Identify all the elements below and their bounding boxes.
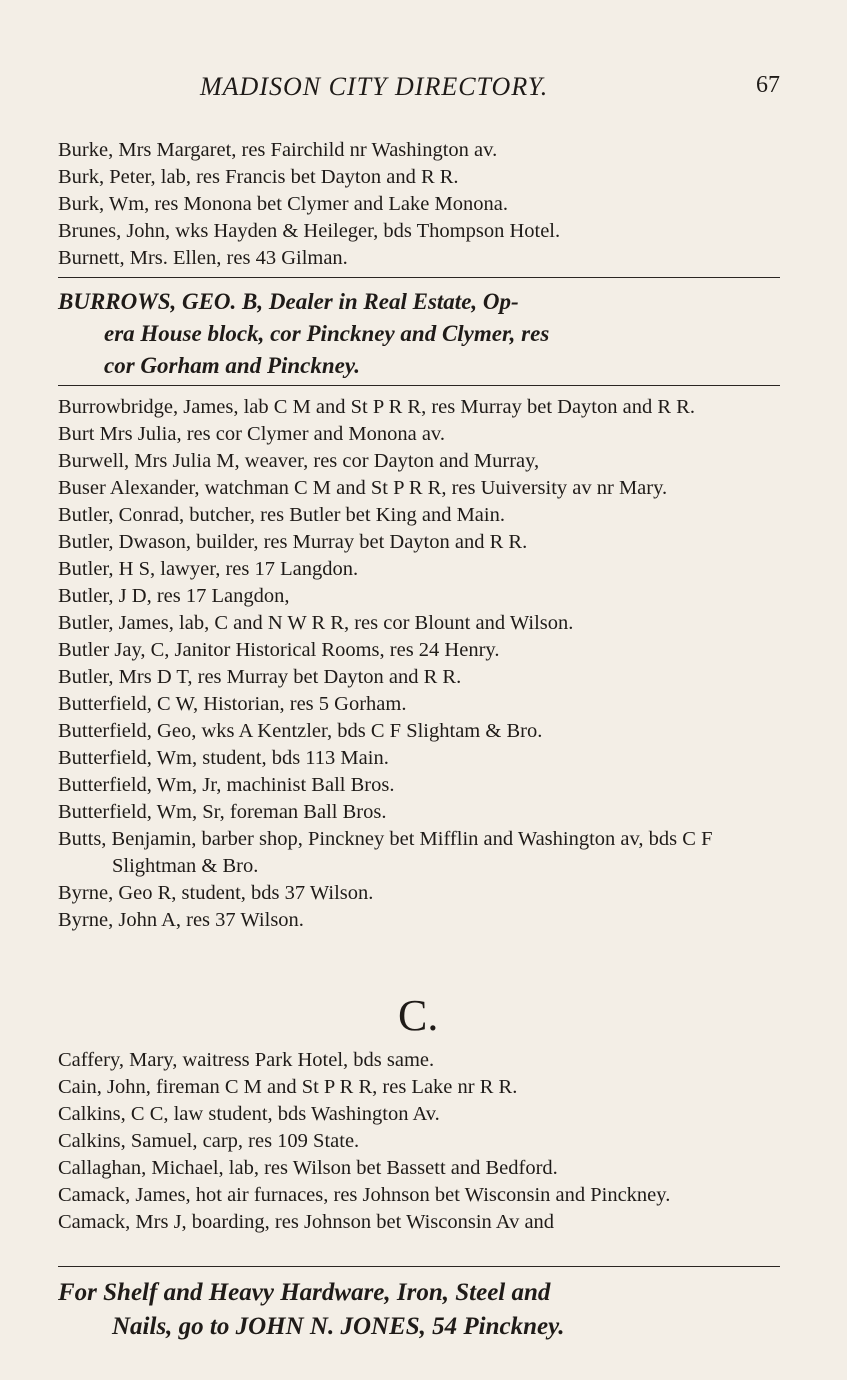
page-number: 67 [756,72,780,98]
list-item: Camack, Mrs J, boarding, res Johnson bet Wisconsin Av and [58,1211,555,1233]
list-item: Brunes, John, wks Hayden & Heileger, bds Thompson Hotel. [58,220,561,242]
list-item: Burk, Peter, lab, res Francis bet Dayton and R R. [58,166,459,188]
list-item: Burwell, Mrs Julia M, weaver, res cor Dayton and Murray, [58,450,540,472]
list-item: Butterfield, Geo, wks A Kentzler, bds C F Slightam & Bro. [58,720,543,742]
list-item: Cain, John, fireman C M and St P R R, res Lake nr R R. [58,1076,518,1098]
list-item: Camack, James, hot air furnaces, res Johnson bet Wisconsin and Pinckney. [58,1184,671,1206]
list-item: Buser Alexander, watchman C M and St P R R, res Uuiversity av nr Mary. [58,477,668,499]
list-item: Byrne, John A, res 37 Wilson. [58,909,304,931]
footer-divider [58,1266,780,1267]
list-item: Burk, Wm, res Monona bet Clymer and Lake Monona. [58,193,508,215]
footer-line: For Shelf and Heavy Hardware, Iron, Steel and [58,1279,551,1306]
list-item: Burke, Mrs Margaret, res Fairchild nr Washington av. [58,139,498,161]
list-item: Butler Jay, C, Janitor Historical Rooms, res 24 Henry. [58,639,500,661]
ad-line: BURROWS, GEO. B, Dealer in Real Estate, Op- [58,289,519,314]
advertisement-burrows [58,286,784,382]
list-item: Butler, H S, lawyer, res 17 Langdon. [58,558,359,580]
list-item: Butler, Dwason, builder, res Murray bet Dayton and R R. [58,531,528,553]
list-item: Butterfield, C W, Historian, res 5 Gorham. [58,693,407,715]
entries-top [58,137,788,272]
ad-line: cor Gorham and Pinckney. [104,353,360,378]
list-item: Calkins, C C, law student, bds Washington Av. [58,1103,440,1125]
list-item: Burrowbridge, James, lab C M and St P R R, res Murray bet Dayton and R R. [58,396,695,418]
list-item: Byrne, Geo R, student, bds 37 Wilson. [58,882,374,904]
footer-advertisement [58,1276,788,1344]
footer-line: Nails, go to JOHN N. JONES, 54 Pinckney. [112,1313,565,1340]
list-item: Butler, Conrad, butcher, res Butler bet King and Main. [58,504,505,526]
list-item: Calkins, Samuel, carp, res 109 State. [58,1130,360,1152]
entries-main [58,394,788,934]
entries-c [58,1047,788,1236]
list-item: Burnett, Mrs. Ellen, res 43 Gilman. [58,247,348,269]
list-item: Butterfield, Wm, Jr, machinist Ball Bros. [58,774,395,796]
list-item: Caffery, Mary, waitress Park Hotel, bds same. [58,1049,435,1071]
list-item: Butler, James, lab, C and N W R R, res cor Blount and Wilson. [58,612,574,634]
divider-bottom [58,385,780,386]
section-letter: C. [398,991,439,1040]
ad-line: era House block, cor Pinckney and Clymer, res [104,321,550,346]
list-item: Butts, Benjamin, barber shop, Pinckney bet Mifflin and Washington av, bds C F Slightman & Bro. [58,828,713,877]
divider-top [58,277,780,278]
list-item: Butler, J D, res 17 Langdon, [58,585,290,607]
list-item: Butterfield, Wm, Sr, foreman Ball Bros. [58,801,387,823]
list-item: Butler, Mrs D T, res Murray bet Dayton and R R. [58,666,462,688]
running-header: MADISON CITY DIRECTORY. [200,72,549,101]
list-item: Burt Mrs Julia, res cor Clymer and Monona av. [58,423,445,445]
list-item: Butterfield, Wm, student, bds 113 Main. [58,747,389,769]
list-item: Callaghan, Michael, lab, res Wilson bet Bassett and Bedford. [58,1157,558,1179]
